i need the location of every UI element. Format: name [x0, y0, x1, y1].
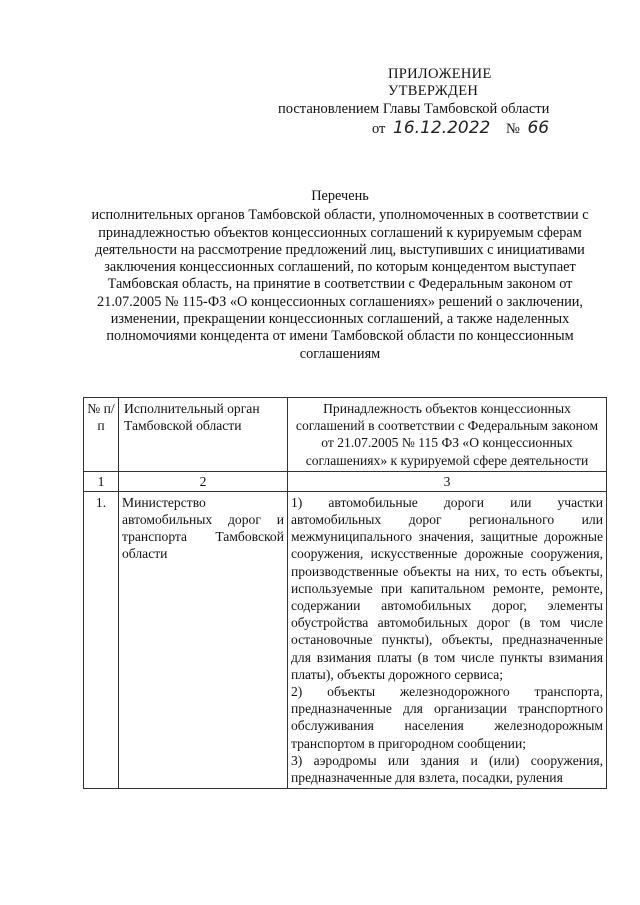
title-body: исполнительных органов Тамбовской области, уполномоченных в соответствии с принадлежностью объектов концессионных соглашений к курируемым сферам деятельности на рассмотрение предложений лиц, выступивших с инициативами заключения концессионных соглашений, по которым концедентом выступает Тамбовская область, на принятие в соответствии с Федеральным законом от 21.07.2005 № 115-ФЗ «О концессионных соглашениях» решений о заключении, изменении, прекращении концессионных соглашений, а также наделенных полномочиями концедента от имени Тамбовской области по концессионным соглашениям — [91, 207, 589, 362]
table-row — [84, 491, 607, 788]
column-number: 1 — [84, 471, 119, 491]
handwritten-number: 66 — [527, 118, 550, 138]
header-organ: Исполнительный орган Тамбовской области — [119, 398, 288, 472]
title-word: Перечень — [311, 188, 369, 204]
sphere-item: 2) объекты железнодорожного транспорта, предназначенные для организации транспортного обслуживания населения железнодорожным транспортом в пригородном сообщении; — [291, 684, 603, 751]
row-organ: Министерство автомобильных дорог и транспорта Тамбовской области — [119, 491, 288, 788]
header-sphere: Принадлежность объектов концессионных соглашений в соответствии с Федеральным законом от 21.07.2005 № 115 ФЗ «О концессионных соглашениях» к курируемой сфере деятельности — [288, 398, 607, 472]
column-number: 3 — [288, 471, 607, 491]
date-number-line — [372, 120, 549, 138]
handwritten-date: 16.12.2022 — [393, 118, 491, 138]
sphere-item: 3) аэродромы или здания и (или) сооружения, предназначенные для взлета, посадки, руления — [291, 752, 603, 786]
appendix-label: ПРИЛОЖЕНИЕ — [388, 66, 492, 82]
table-header-row — [84, 398, 607, 472]
row-number: 1. — [84, 491, 119, 788]
column-number: 2 — [119, 471, 288, 491]
approved-label: УТВЕРЖДЕН — [388, 83, 479, 99]
row-sphere — [288, 491, 607, 788]
sphere-item: 1) автомобильные дороги или участки автомобильных дорог регионального или межмуниципального значения, защитные дорожные сооружения, искусственные дорожные сооружения, производственные объекты на них, то есть объекты, используемые при капитальном ремонте, ремонте, содержании автомобильных дорог, элементы обустройства автомобильных дорог (в том числе остановочные пункты), объекты, предназначенные для взимания платы (в том числе пункты взимания платы), объекты дорожного сервиса; — [291, 494, 603, 682]
header-number: № п/п — [84, 398, 119, 472]
column-number-row — [84, 471, 607, 491]
number-sign: № — [506, 121, 520, 137]
document-title — [80, 188, 600, 363]
date-prefix: от — [372, 121, 386, 137]
executive-bodies-table — [83, 397, 607, 789]
decree-line: постановлением Главы Тамбовской области — [278, 101, 550, 117]
